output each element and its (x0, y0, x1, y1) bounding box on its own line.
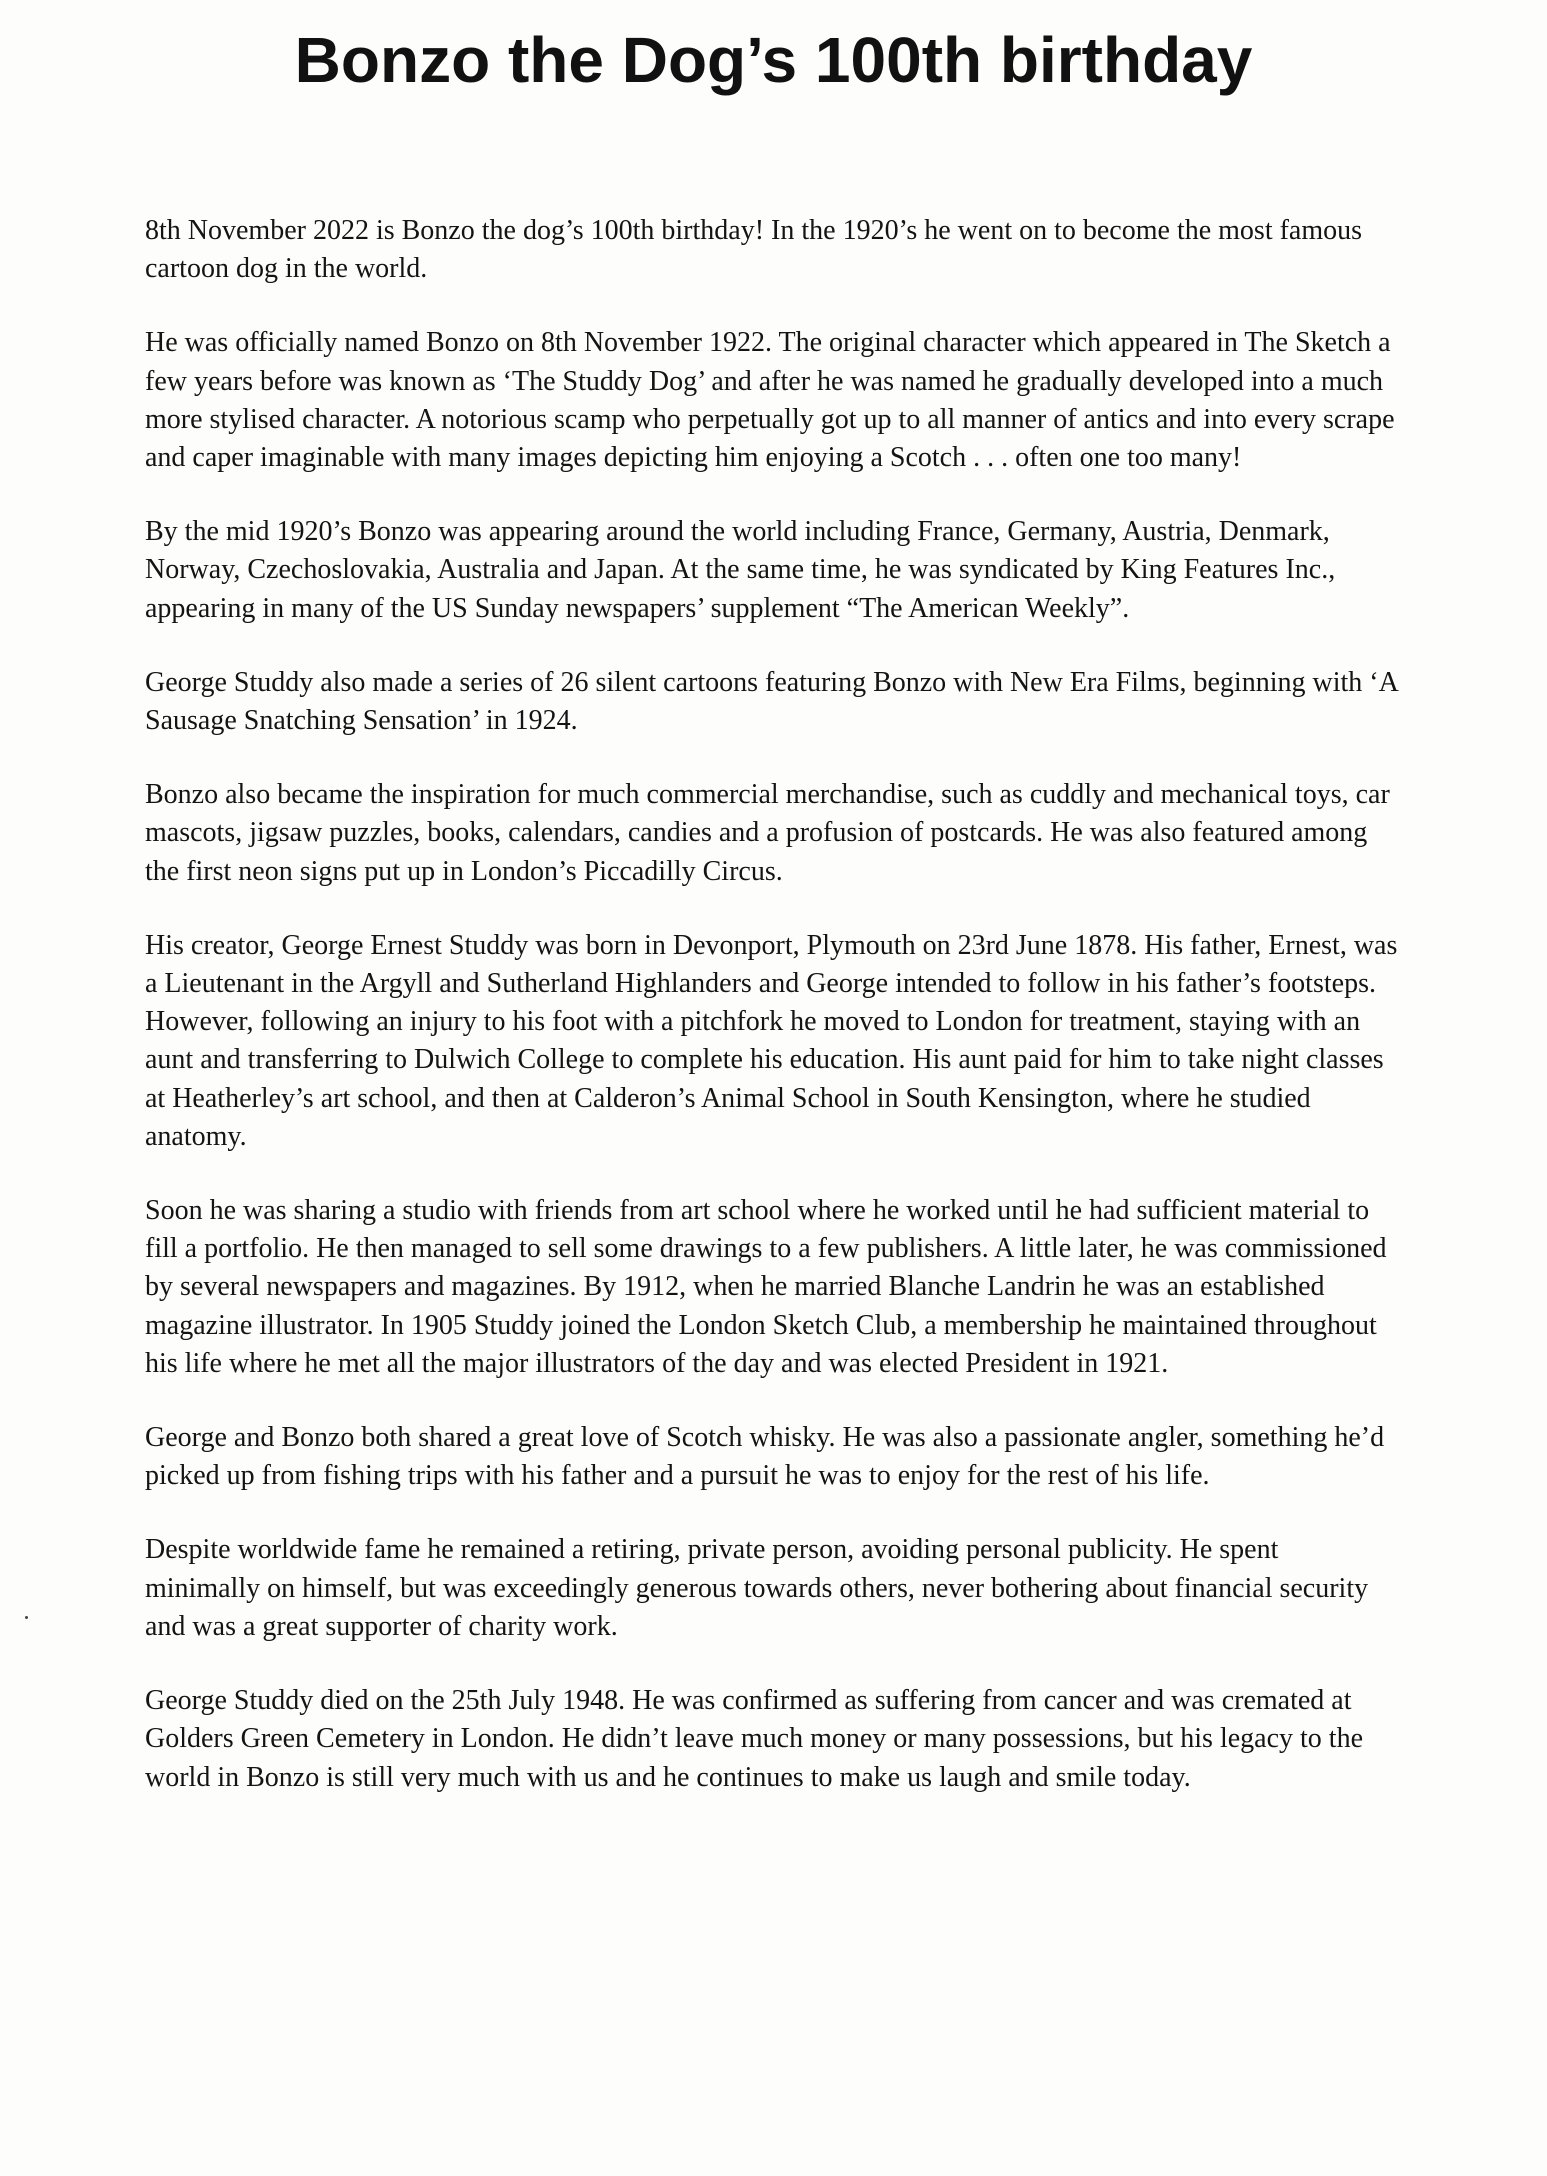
paragraph-6: His creator, George Ernest Studdy was born in Devonport, Plymouth on 23rd June 1878. His father, Ernest, was a Lieutenant in the Argyll and Sutherland Highlanders and George intended to follow in his father’s footsteps. However, following an injury to his foot with a pitchfork he moved to London for treatment, staying with an aunt and transferring to Dulwich College to complete his education. His aunt paid for him to take night classes at Heatherley’s art school, and then at Calderon’s Animal School in South Kensington, where he studied anatomy. (145, 929, 1398, 1152)
paragraph-4: George Studdy also made a series of 26 silent cartoons featuring Bonzo with New Era Films, beginning with ‘A Sausage Snatching Sensation’ in 1924. (145, 666, 1398, 737)
page-title: Bonzo the Dog’s 100th birthday (294, 24, 1253, 96)
article-body (145, 212, 1400, 1797)
paragraph-8: George and Bonzo both shared a great love of Scotch whisky. He was also a passionate angler, something he’d picked up from fishing trips with his father and a pursuit he was to enjoy for the rest of his life. (145, 1422, 1385, 1492)
paragraph-3: By the mid 1920’s Bonzo was appearing around the world including France, Germany, Austria, Denmark, Norway, Czechoslovakia, Australia and Japan. At the same time, he was syndicated by King Features Inc., appearing in many of the US Sunday newspapers’ supplement “The American Weekly”. (145, 516, 1336, 624)
paragraph-10: George Studdy died on the 25th July 1948. He was confirmed as suffering from cancer and was cremated at Golders Green Cemetery in London. He didn’t leave much money or many possessions, but his legacy to the world in Bonzo is still very much with us and he continues to make us laugh and smile today. (145, 1685, 1363, 1793)
paragraph-1: 8th November 2022 is Bonzo the dog’s 100th birthday! In the 1920’s he went on to become the most famous cartoon dog in the world. (145, 215, 1363, 285)
paragraph-9: Despite worldwide fame he remained a retiring, private person, avoiding personal publicity. He spent minimally on himself, but was exceedingly generous towards others, never bothering about financial security and was a great supporter of charity work. (145, 1534, 1369, 1642)
paragraph-2: He was officially named Bonzo on 8th November 1922. The original character which appeared in The Sketch a few years before was known as ‘The Studdy Dog’ and after he was named he gradually developed into a much more stylised character. A notorious scamp who perpetually got up to all manner of antics and into every scrape and caper imaginable with many images depicting him enjoying a Scotch . . . often one too many! (145, 327, 1395, 474)
paragraph-7: Soon he was sharing a studio with friends from art school where he worked until he had sufficient material to fill a portfolio. He then managed to sell some drawings to a few publishers. A little later, he was commissioned by several newspapers and magazines. By 1912, when he married Blanche Landrin he was an established magazine illustrator. In 1905 Studdy joined the London Sketch Club, a membership he maintained throughout his life where he met all the major illustrators of the day and was elected President in 1921. (145, 1195, 1387, 1379)
scan-speck (25, 1616, 28, 1619)
paragraph-5: Bonzo also became the inspiration for much commercial merchandise, such as cuddly and mechanical toys, car mascots, jigsaw puzzles, books, calendars, candies and a profusion of postcards. He was also featured among the first neon signs put up in London’s Piccadilly Circus. (145, 779, 1390, 887)
